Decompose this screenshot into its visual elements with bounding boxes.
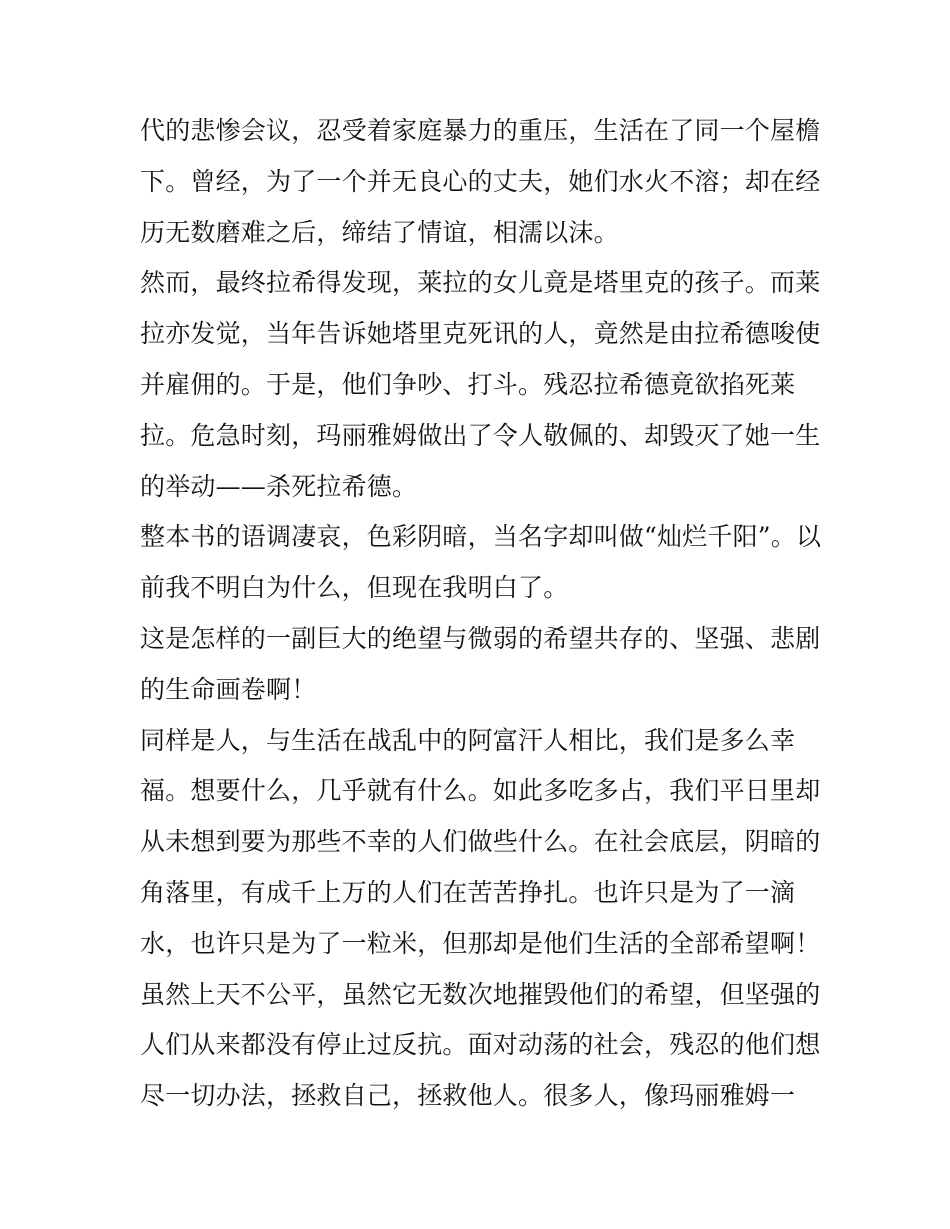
text-line: 代的悲惨会议，忍受着家庭暴力的重压，生活在了同一个屋檐 [140,116,821,145]
text-line: 水，也许只是为了一粒米，但那却是他们生活的全部希望啊！ [140,928,821,958]
text-line: 同样是人，与生活在战乱中的阿富汗人相比，我们是多么幸 [140,725,796,755]
text-line: 角落里，有成千上万的人们在苦苦挣扎。也许只是为了一滴 [140,877,796,907]
text-line: 然而，最终拉希得发现，莱拉的女儿竟是塔里克的孩子。而莱 [140,268,821,298]
text-line: 拉。危急时刻，玛丽雅姆做出了令人敬佩的、却毁灭了她一生 [140,420,821,450]
text-line: 尽一切办法，拯救自己，拯救他人。很多人，像玛丽雅姆一 [140,1081,796,1111]
text-line: 拉亦发觉，当年告诉她塔里克死讯的人，竟然是由拉希德唆使 [140,319,821,349]
text-line: 前我不明白为什么，但现在我明白了。 [140,573,569,603]
text-line: 福。想要什么，几乎就有什么。如此多吃多占，我们平日里却 [140,776,821,806]
body-text [140,106,820,1122]
text-line: 的生命画卷啊！ [140,674,317,704]
text-line: 虽然上天不公平，虽然它无数次地摧毁他们的希望，但坚强的 [140,979,821,1009]
text-line: 整本书的语调凄哀，色彩阴暗，当名字却叫做“灿烂千阳”。以 [140,522,822,552]
text-line: 的举动——杀死拉希德。 [140,471,418,501]
text-line: 从未想到要为那些不幸的人们做些什么。在社会底层，阴暗的 [140,827,821,857]
text-line: 这是怎样的一副巨大的绝望与微弱的希望共存的、坚强、悲剧 [140,623,821,653]
text-line: 下。曾经，为了一个并无良心的丈夫，她们水火不溶；却在经 [140,166,821,196]
text-line: 历无数磨难之后，缔结了情谊，相濡以沫。 [140,217,619,247]
text-line: 人们从来都没有停止过反抗。面对动荡的社会，残忍的他们想 [140,1030,821,1060]
text-line: 并雇佣的。于是，他们争吵、打斗。残忍拉希德竟欲掐死莱 [140,369,796,399]
